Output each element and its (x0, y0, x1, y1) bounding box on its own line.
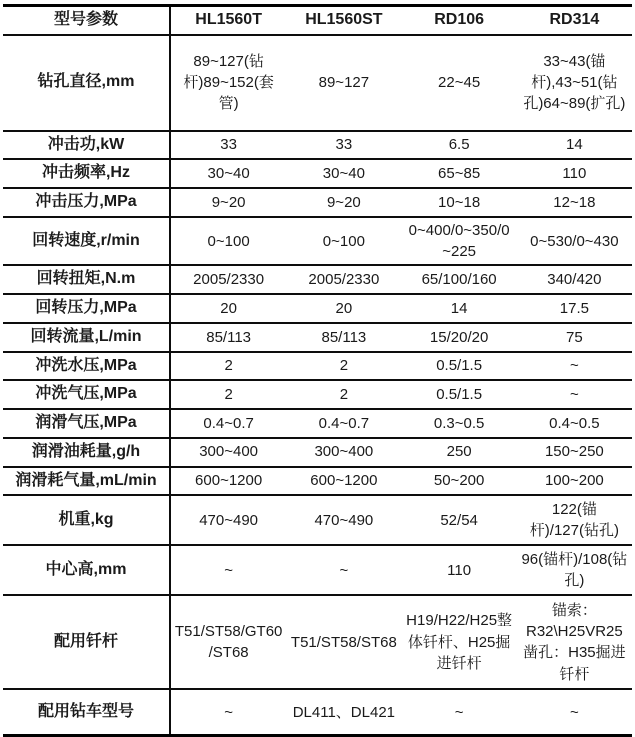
cell: 470~490 (314, 511, 374, 529)
row-label: 润滑耗气量,mL/min (3, 468, 171, 495)
cell: 2005/2330 (308, 271, 380, 289)
cell: 0.5/1.5 (436, 357, 483, 375)
cell: 14 (450, 299, 468, 317)
cell: ~ (569, 703, 579, 721)
cell: DL411、DL421 (292, 703, 396, 721)
row-label: 机重,kg (3, 496, 171, 544)
cell: 122(锚杆)/127(钻孔) (529, 500, 619, 540)
cell: 20 (220, 299, 237, 317)
cell: 2 (224, 357, 233, 375)
cell: 锚索：R32\H25VR25凿孔：H35掘进钎杆 (523, 601, 626, 683)
cell: H19/H22/H25整体钎杆、H25掘进钎杆 (406, 612, 513, 672)
cell: 2 (339, 386, 349, 404)
column-header-rd106: RD106 (434, 11, 485, 28)
cell: 600~1200 (310, 472, 378, 490)
cell: 0~100 (322, 232, 365, 250)
cell: T51/ST58/GT60/ST68 (174, 622, 283, 662)
cell: 20 (335, 299, 353, 317)
row-label: 中心高,mm (3, 546, 171, 594)
cell: 52/54 (440, 511, 478, 529)
cell: 33 (335, 136, 353, 154)
cell: 9~20 (326, 193, 361, 211)
cell: 89~127 (318, 74, 370, 92)
row-label: 冲击频率,Hz (3, 160, 171, 187)
cell: 250 (446, 443, 472, 461)
cell: 96(锚杆)/108(钻孔) (521, 550, 628, 590)
cell: 0~100 (207, 232, 250, 250)
cell: 6.5 (448, 136, 470, 154)
cell: ~ (339, 561, 349, 579)
cell: 100~200 (544, 472, 604, 490)
row-label: 配用钎杆 (3, 596, 171, 688)
column-header-rd314: RD314 (549, 11, 600, 28)
cell: 17.5 (559, 299, 589, 317)
table-row-flushing-air-pressure (3, 381, 632, 410)
row-label: 钻孔直径,mm (3, 36, 171, 130)
table-row-drill-diameter (3, 36, 632, 132)
table-row-machine-weight (3, 496, 632, 546)
cell: 110 (562, 165, 587, 183)
cell: 0.4~0.7 (318, 414, 370, 432)
table-row-rotation-flow (3, 324, 632, 353)
row-label: 回转速度,r/min (3, 218, 171, 265)
cell: 85/113 (206, 328, 251, 346)
cell: 30~40 (322, 165, 365, 183)
column-header-hl1560st: HL1560ST (305, 11, 383, 28)
cell: 0.5/1.5 (436, 386, 483, 404)
cell: 0~530/0~430 (530, 232, 619, 250)
cell: 12~18 (553, 193, 596, 211)
table-row-air-consumption (3, 468, 632, 497)
cell: 150~250 (544, 443, 604, 461)
cell: 0.3~0.5 (433, 414, 485, 432)
cell: ~ (569, 386, 579, 404)
cell: 2 (224, 386, 233, 404)
table-row-lubrication-air-pressure (3, 410, 632, 439)
table-row-impact-frequency (3, 160, 632, 189)
table-row-rotation-torque (3, 266, 632, 295)
cell: 14 (566, 136, 583, 154)
table-row-rotation-speed (3, 218, 632, 267)
cell: 33~43(锚杆),43~51(钻孔)64~89(扩孔) (523, 52, 626, 113)
spec-table (3, 4, 632, 737)
row-label: 冲洗水压,MPa (3, 353, 171, 380)
cell: 0~400/0~350/0~225 (408, 221, 510, 261)
cell: 30~40 (207, 165, 250, 183)
table-header-row (3, 7, 632, 36)
row-label: 回转流量,L/min (3, 324, 171, 351)
cell: 89~127(钻杆)89~152(套管) (183, 52, 274, 113)
row-label: 回转压力,MPa (3, 295, 171, 322)
row-label: 冲击功,kW (3, 132, 171, 159)
table-row-matched-drill-rig (3, 690, 632, 734)
cell: 22~45 (438, 74, 481, 92)
cell: 85/113 (321, 328, 367, 346)
cell: 2005/2330 (193, 271, 265, 289)
cell: 33 (220, 136, 237, 154)
column-header-params: 型号参数 (3, 7, 171, 34)
cell: 300~400 (199, 443, 259, 461)
row-label: 冲洗气压,MPa (3, 381, 171, 408)
cell: ~ (224, 561, 233, 579)
table-row-impact-energy (3, 132, 632, 161)
row-label: 润滑气压,MPa (3, 410, 171, 437)
cell: 50~200 (433, 472, 485, 490)
cell: 65~85 (438, 165, 481, 183)
cell: 300~400 (314, 443, 374, 461)
cell: ~ (224, 703, 233, 721)
table-row-matched-drill-rod (3, 596, 632, 690)
cell: ~ (569, 357, 579, 375)
column-header-hl1560t: HL1560T (195, 11, 262, 28)
cell: 470~490 (199, 511, 259, 529)
table-row-center-height (3, 546, 632, 596)
row-label: 冲击压力,MPa (3, 189, 171, 216)
table-row-flushing-water-pressure (3, 353, 632, 382)
row-label: 配用钻车型号 (3, 690, 171, 734)
row-label: 润滑油耗量,g/h (3, 439, 171, 466)
table-row-impact-pressure (3, 189, 632, 218)
table-row-oil-consumption (3, 439, 632, 468)
cell: 110 (447, 561, 472, 579)
cell: 10~18 (438, 193, 481, 211)
cell: 9~20 (211, 193, 246, 211)
cell: ~ (454, 703, 464, 721)
cell: T51/ST58/ST68 (290, 633, 397, 651)
cell: 2 (339, 357, 349, 375)
cell: 340/420 (547, 271, 602, 289)
cell: 65/100/160 (421, 271, 497, 289)
cell: 0.4~0.5 (549, 414, 600, 432)
cell: 75 (566, 328, 583, 346)
cell: 0.4~0.7 (203, 414, 254, 432)
cell: 15/20/20 (429, 328, 489, 346)
cell: 600~1200 (195, 472, 263, 490)
row-label: 回转扭矩,N.m (3, 266, 171, 293)
table-row-rotation-pressure (3, 295, 632, 324)
